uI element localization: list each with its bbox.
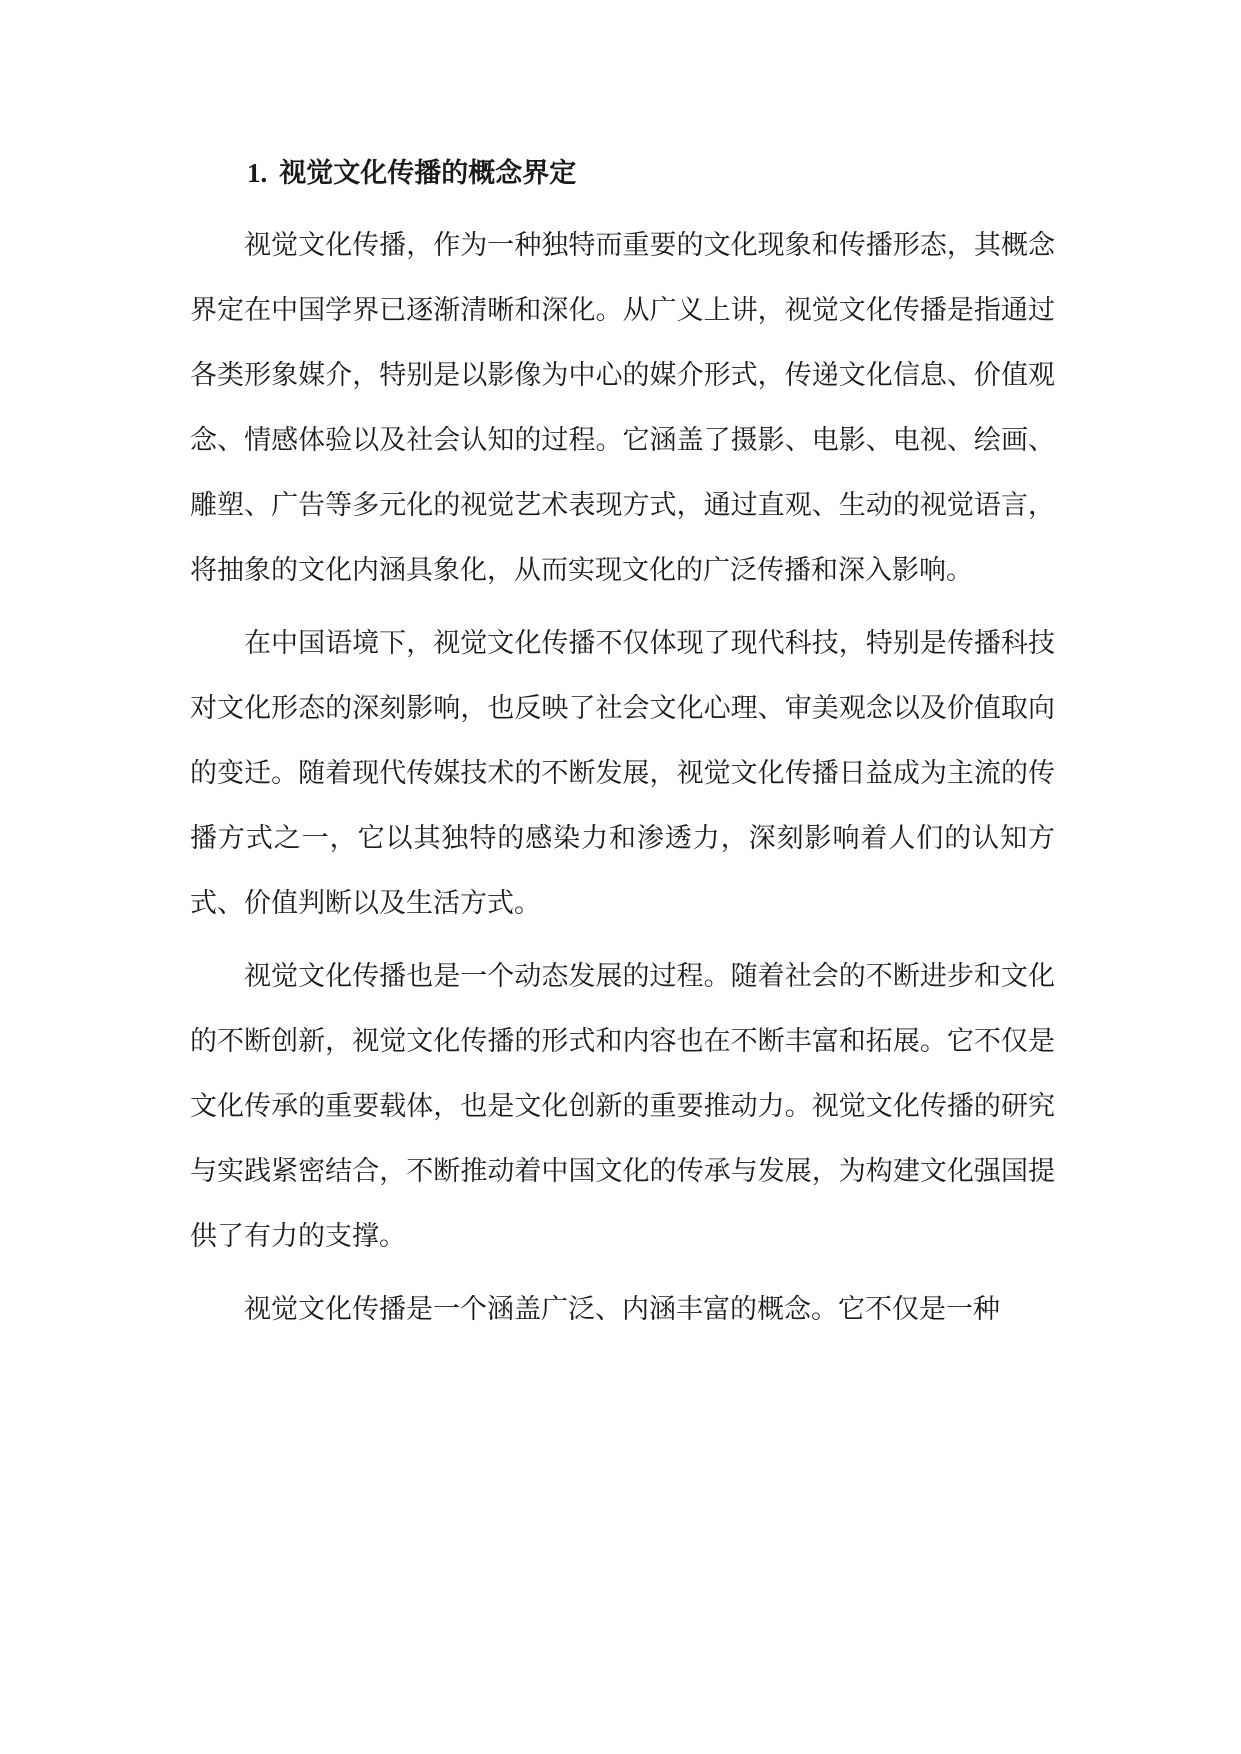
paragraph-2: 在中国语境下，视觉文化传播不仅体现了现代科技，特别是传播科技对文化形态的深刻影响，也反映了社会文化心理、审美观念以及价值取向的变迁。随着现代传媒技术的不断发展，视觉文化传播日益成为主流的传播方式之一，它以其独特的感染力和渗透力，深刻影响着人们的认知方式、价值判断以及生活方式。 <box>190 628 1055 919</box>
section-number: 1. <box>247 158 268 188</box>
paragraph-1: 视觉文化传播，作为一种独特而重要的文化现象和传播形态，其概念界定在中国学界已逐渐清晰和深化。从广义上讲，视觉文化传播是指通过各类形象媒介，特别是以影像为中心的媒介形式，传递文化信息、价值观念、情感体验以及社会认知的过程。它涵盖了摄影、电影、电视、绘画、雕塑、广告等多元化的视觉艺术表现方式，通过直观、生动的视觉语言，将抽象的文化内涵具象化，从而实现文化的广泛传播和深入影响。 <box>190 230 1055 586</box>
section-title: 视觉文化传播的概念界定 <box>279 158 577 189</box>
body-text <box>190 213 1055 1342</box>
paragraph-3: 视觉文化传播也是一个动态发展的过程。随着社会的不断进步和文化的不断创新，视觉文化传播的形式和内容也在不断丰富和拓展。它不仅是文化传承的重要载体，也是文化创新的重要推动力。视觉文化传播的研究与实践紧密结合，不断推动着中国文化的传承与发展，为构建文化强国提供了有力的支撑。 <box>190 961 1055 1252</box>
paragraph-4: 视觉文化传播是一个涵盖广泛、内涵丰富的概念。它不仅是一种 <box>244 1294 1000 1325</box>
section-heading <box>247 148 576 199</box>
